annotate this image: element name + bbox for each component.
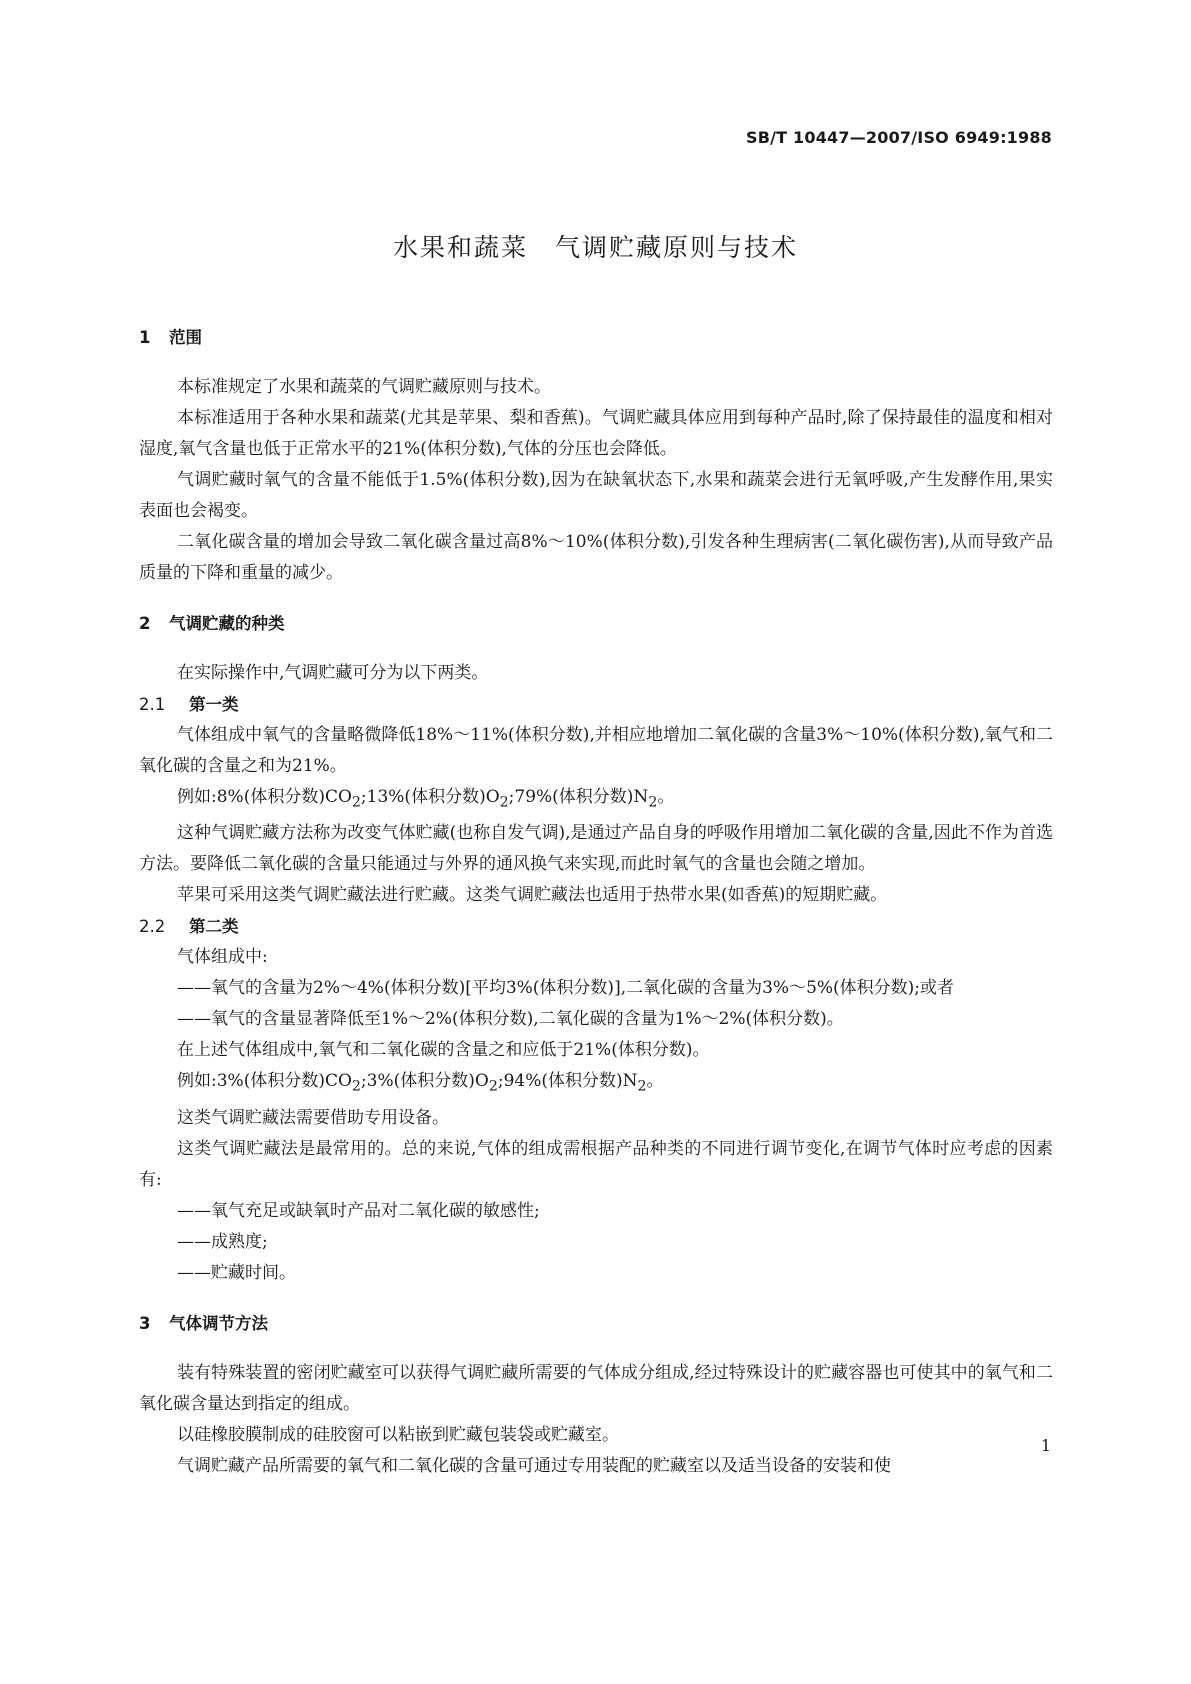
subsection-number: 2.1 (139, 695, 166, 714)
paragraph: 气体组成中: (177, 947, 268, 968)
paragraph: 这类气调贮藏法需要借助专用设备。 (177, 1107, 449, 1128)
section-title: 范围 (169, 328, 202, 347)
standard-code: SB/T 10447—2007/ISO 6949:1988 (746, 128, 1052, 147)
paragraph: 二氧化碳含量的增加会导致二氧化碳含量过高8%～10%(体积分数),引发各种生理病害(二氧化碳伤害),从而导致产品质量的下降和重量的减少。 (139, 532, 1053, 583)
paragraph: 这种气调贮藏方法称为改变气体贮藏(也称自发气调),是通过产品自身的呼吸作用增加二氧化碳的含量,因此不作为首选方法。要降低二氧化碳的含量只能通过与外界的通风换气来实现,而此时氧气的含量也会随之增加。 (139, 823, 1053, 875)
page-number: 1 (1040, 1436, 1051, 1455)
paragraph: 在实际操作中,气调贮藏可分为以下两类。 (177, 663, 489, 683)
subsection-2-2-heading (139, 911, 1053, 942)
subsection-2-1-heading (139, 689, 1053, 720)
paragraph: 以硅橡胶膜制成的硅胶窗可以粘嵌到贮藏包装袋或贮藏室。 (177, 1424, 619, 1445)
paragraph: 气调贮藏产品所需要的氧气和二氧化碳的含量可通过专用装配的贮藏室以及适当设备的安装和使 (177, 1455, 891, 1476)
dash-list-item: ——氧气充足或缺氧时产品对二氧化碳的敏感性; (177, 1200, 540, 1221)
paragraph: 本标准规定了水果和蔬菜的气调贮藏原则与技术。 (177, 377, 551, 397)
section-number: 2 (139, 614, 151, 633)
dash-list-item: ——氧气的含量为2%～4%(体积分数)[平均3%(体积分数)],二氧化碳的含量为3%～5%(体积分数);或者 (177, 978, 955, 999)
paragraph: 气调贮藏时氧气的含量不能低于1.5%(体积分数),因为在缺氧状态下,水果和蔬菜会进行无氧呼吸,产生发酵作用,果实表面也会褐变。 (139, 470, 1053, 521)
paragraph: 本标准适用于各种水果和蔬菜(尤其是苹果、梨和香蕉)。气调贮藏具体应用到每种产品时,除了保持最佳的温度和相对湿度,氧气含量也低于正常水平的21%(体积分数),气体的分压也会降低。 (139, 408, 1053, 459)
subsection-title: 第二类 (189, 917, 239, 937)
section-1-heading (139, 322, 1053, 353)
section-number: 1 (139, 328, 151, 347)
section-title: 气调贮藏的种类 (169, 614, 285, 633)
example-formula: 例如:8%(体积分数)$CO_2;13\%$(体积分数)$O_2;79\%$(体积分数)$N_2$。 (177, 787, 675, 811)
subsection-title: 第一类 (189, 695, 239, 714)
paragraph: 气体组成中氧气的含量略微降低18%～11%(体积分数),并相应地增加二氧化碳的含量3%～10%(体积分数),氧气和二氧化碳的含量之和为21%。 (139, 725, 1053, 776)
document-body (139, 322, 1053, 1482)
dash-list-item: ——成熟度; (177, 1231, 268, 1252)
section-2-heading (139, 608, 1053, 639)
paragraph: 装有特殊装置的密闭贮藏室可以获得气调贮藏所需要的气体成分组成,经过特殊设计的贮藏容器也可使其中的氧气和二氧化碳含量达到指定的组成。 (139, 1362, 1053, 1414)
dash-list-item: ——氧气的含量显著降低至1%～2%(体积分数),二氧化碳的含量为1%～2%(体积分数)。 (177, 1009, 844, 1030)
example-formula: 例如:3%(体积分数)$CO_2;3\%$(体积分数)$O_2;94\%$(体积分数)$N_2$。 (177, 1071, 664, 1095)
subsection-number: 2.2 (139, 917, 166, 937)
paragraph: 苹果可采用这类气调贮藏法进行贮藏。这类气调贮藏法也适用于热带水果(如香蕉)的短期贮藏。 (177, 885, 888, 906)
paragraph: 这类气调贮藏法是最常用的。总的来说,气体的组成需根据产品种类的不同进行调节变化,在调节气体时应考虑的因素有: (139, 1138, 1053, 1190)
dash-list-item: ——贮藏时间。 (177, 1262, 296, 1283)
document-title: 水果和蔬菜 气调贮藏原则与技术 (392, 233, 798, 262)
section-3-heading (139, 1308, 1053, 1339)
paragraph: 在上述气体组成中,氧气和二氧化碳的含量之和应低于21%(体积分数)。 (177, 1040, 710, 1061)
section-title: 气体调节方法 (169, 1313, 268, 1333)
section-number: 3 (139, 1313, 151, 1333)
